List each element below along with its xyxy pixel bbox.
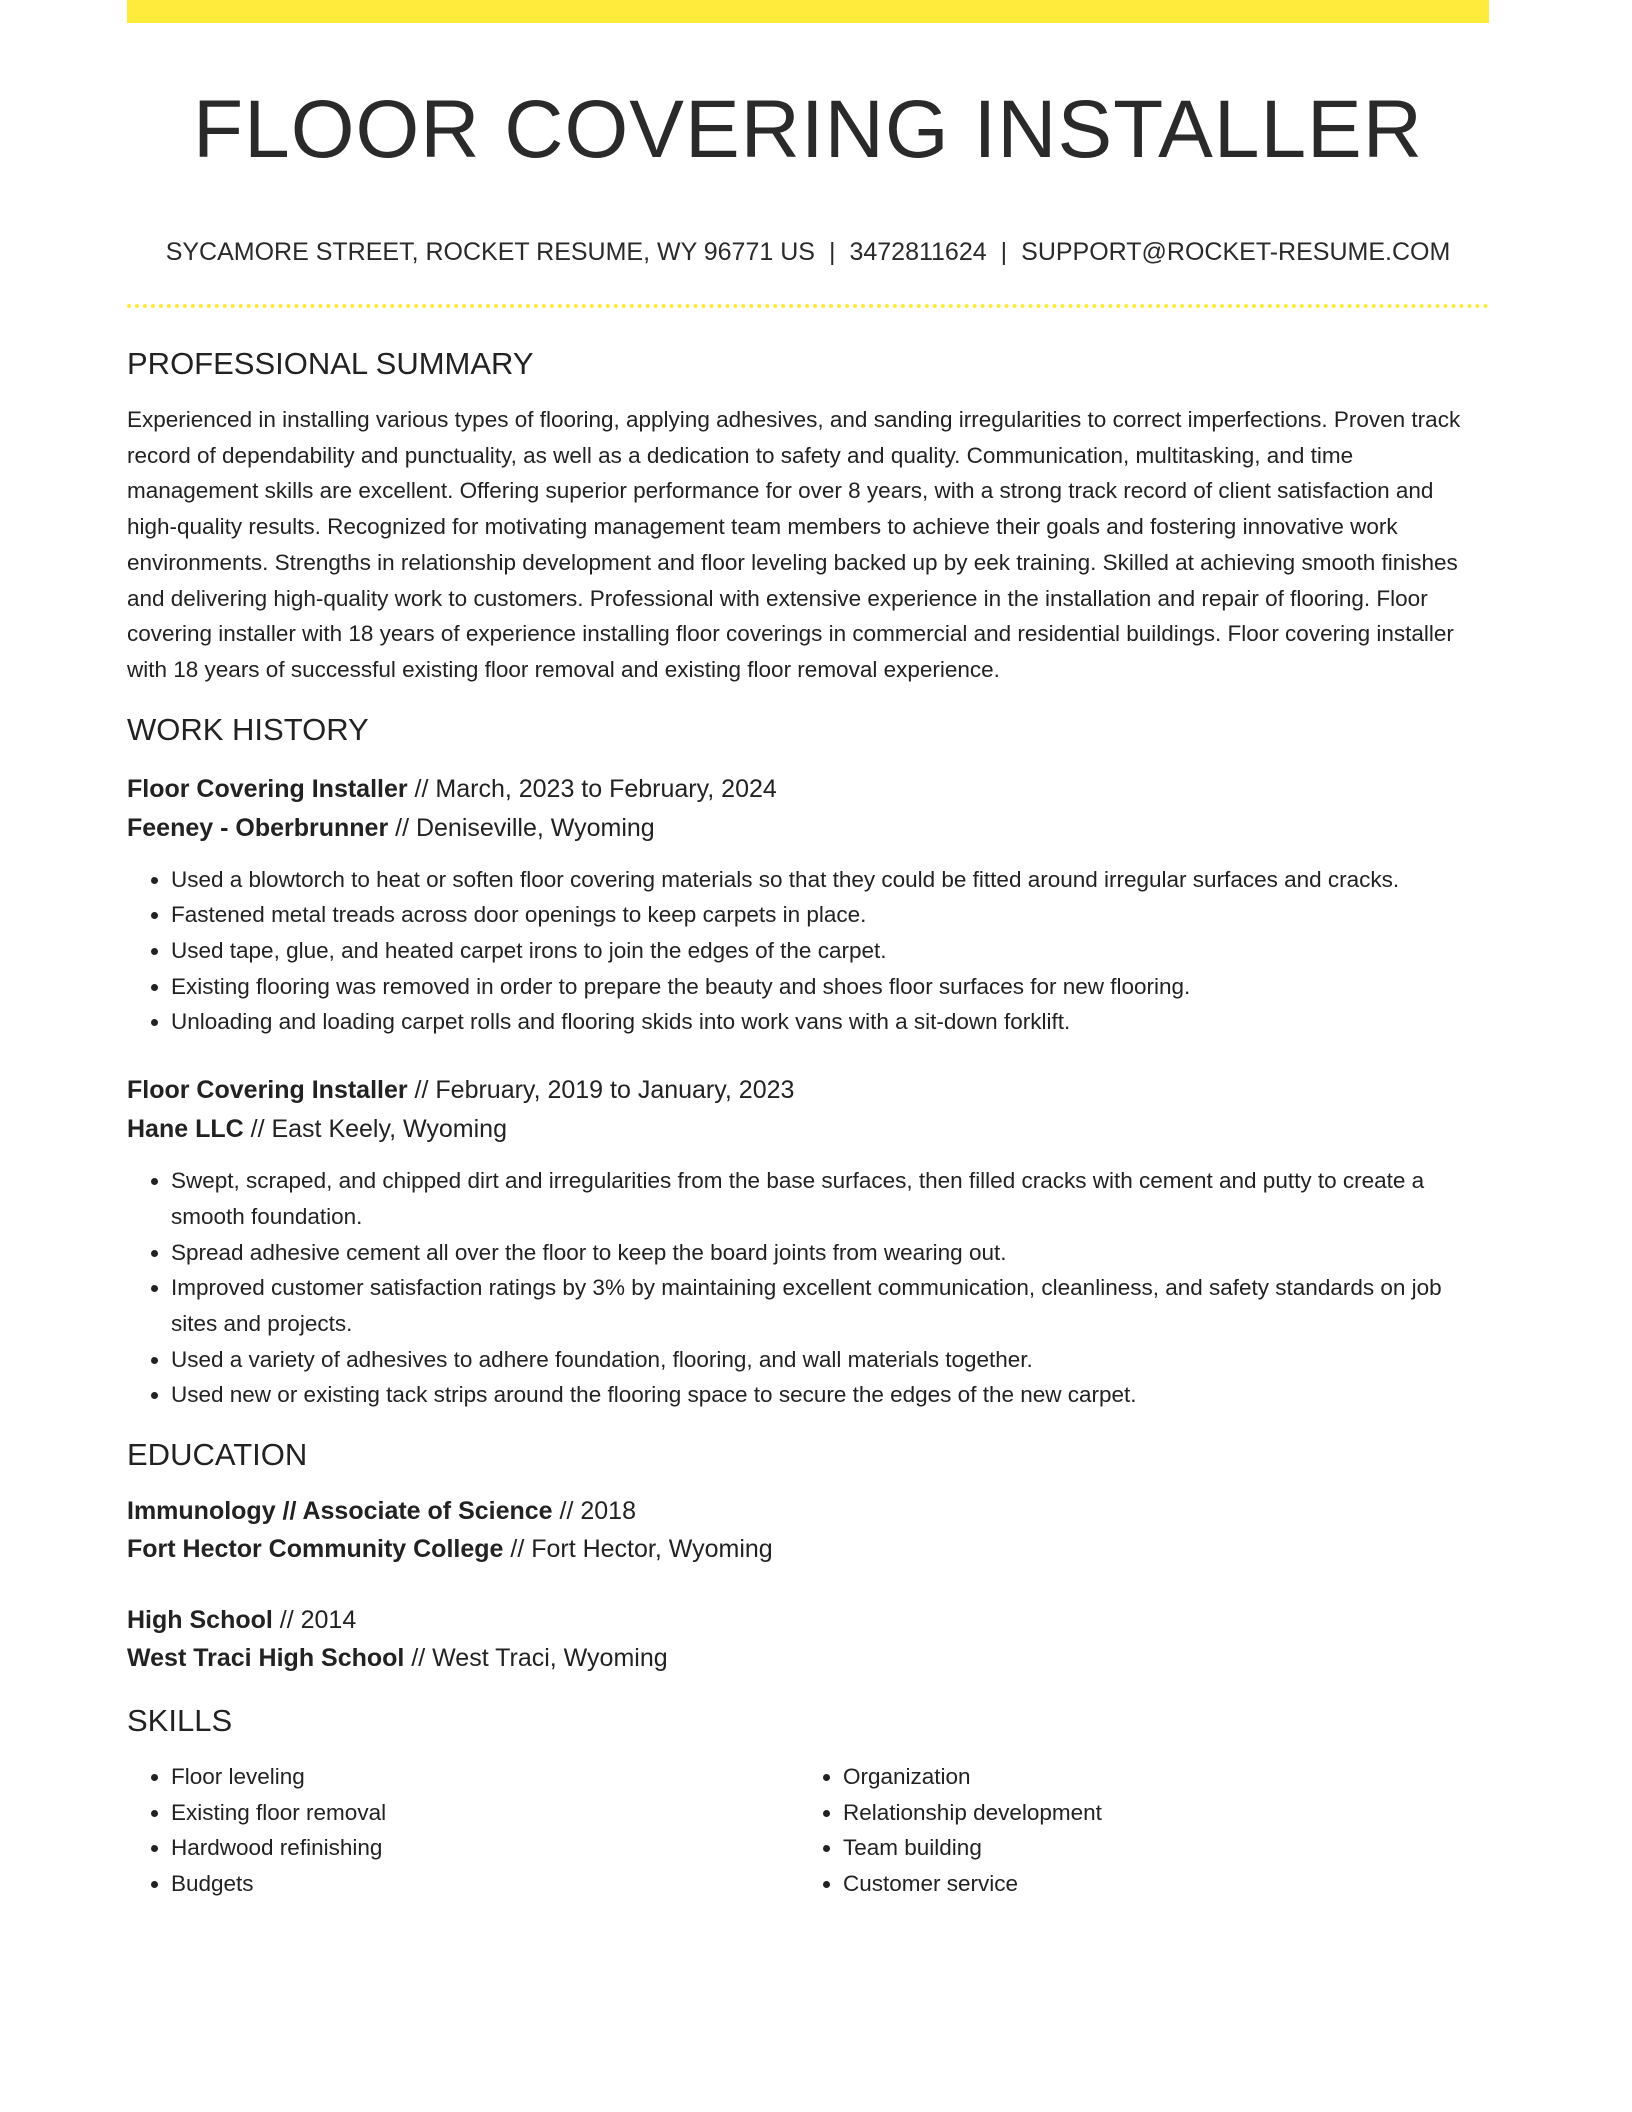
education-school-line xyxy=(127,1640,1489,1678)
job-bullet: • Fastened metal treads across door openings to keep carpets in place. xyxy=(171,897,1489,933)
skills-list xyxy=(799,1759,1471,1902)
education-school: Fort Hector Community College xyxy=(127,1534,504,1563)
resume-body xyxy=(127,344,1489,1902)
skill-item: • Budgets xyxy=(171,1866,799,1902)
skills-section xyxy=(127,1701,1489,1902)
skill-item: • Relationship development xyxy=(843,1795,1471,1831)
accent-top-bar xyxy=(127,0,1489,23)
job-bullet: • Used a variety of adhesives to adhere foundation, flooring, and wall materials together. xyxy=(171,1342,1489,1378)
job-dates: // February, 2019 to January, 2023 xyxy=(407,1076,795,1105)
job-bullet: • Used new or existing tack strips around the flooring space to secure the edges of the new carpet. xyxy=(171,1377,1489,1413)
job-dates: // March, 2023 to February, 2024 xyxy=(407,774,777,803)
job-role: Floor Covering Installer xyxy=(127,774,408,803)
education-degree: Immunology // Associate of Science xyxy=(127,1497,553,1526)
job-entry xyxy=(127,1071,1489,1413)
job-bullet: • Unloading and loading carpet rolls and flooring skids into work vans with a sit-down forklift. xyxy=(171,1004,1489,1040)
job-title-line xyxy=(127,1071,1489,1110)
contact-phone: 3472811624 xyxy=(849,238,987,266)
education-degree-line xyxy=(127,1602,1489,1640)
skills-column-left xyxy=(127,1759,799,1902)
skill-item: • Hardwood refinishing xyxy=(171,1830,799,1866)
education-degree: High School xyxy=(127,1606,273,1635)
education-entry xyxy=(127,1493,1489,1568)
section-heading-work-history: WORK HISTORY xyxy=(127,711,369,747)
education-location: // Fort Hector, Wyoming xyxy=(503,1534,773,1563)
job-bullet: • Swept, scraped, and chipped dirt and irregularities from the base surfaces, then filled cracks with cement and putty to create a smooth foundation. xyxy=(171,1163,1489,1234)
job-bullet: • Spread adhesive cement all over the floor to keep the board joints from wearing out. xyxy=(171,1235,1489,1271)
skills-columns xyxy=(127,1759,1489,1902)
contact-line xyxy=(127,234,1489,270)
job-location: // East Keely, Wyoming xyxy=(243,1115,507,1144)
education-year: // 2018 xyxy=(552,1497,636,1526)
job-bullet: • Existing flooring was removed in order to prepare the beauty and shoes floor surfaces for new flooring. xyxy=(171,969,1489,1005)
job-company-line xyxy=(127,809,1489,848)
resume-title: FLOOR COVERING INSTALLER xyxy=(193,84,1423,175)
section-heading-skills: SKILLS xyxy=(127,1703,233,1739)
contact-email: SUPPORT@ROCKET-RESUME.COM xyxy=(1021,238,1451,266)
skills-list xyxy=(127,1759,799,1902)
job-bullet: • Used a blowtorch to heat or soften floor covering materials so that they could be fitted around irregular surfaces and cracks. xyxy=(171,862,1489,898)
work-history-section xyxy=(127,710,1489,1413)
education-section xyxy=(127,1435,1489,1677)
education-school: West Traci High School xyxy=(127,1643,405,1672)
skill-item: • Organization xyxy=(843,1759,1471,1795)
section-heading-summary: PROFESSIONAL SUMMARY xyxy=(127,346,534,381)
job-role: Floor Covering Installer xyxy=(127,1076,408,1105)
education-degree-line xyxy=(127,1493,1489,1531)
job-bullets xyxy=(127,862,1489,1041)
job-bullet: • Used tape, glue, and heated carpet irons to join the edges of the carpet. xyxy=(171,933,1489,969)
education-location: // West Traci, Wyoming xyxy=(404,1643,668,1672)
job-company: Hane LLC xyxy=(127,1115,244,1144)
contact-separator: | xyxy=(1000,238,1008,266)
section-heading-education: EDUCATION xyxy=(127,1437,308,1473)
summary-text: Experienced in installing various types of flooring, applying adhesives, and sanding irregularities to correct imperfections. Proven track record of dependability and punctuality, as well as a dedication to safety and quality. Communication, multitasking, and time management skills are excellent. Offering superior performance for over 8 years, with a strong track record of client satisfaction and high-quality results. Recognized for motivating management team members to achieve their goals and fostering innovative work environments. Strengths in relationship development and floor leveling backed up by eek training. Skilled at achieving smooth finishes and delivering high-quality work to customers. Professional with extensive experience in the installation and repair of flooring. Floor covering installer with 18 years of experience installing floor coverings in commercial and residential buildings. Floor covering installer with 18 years of successful existing floor removal and existing floor removal experience. xyxy=(127,407,1461,682)
skill-item: • Customer service xyxy=(843,1866,1471,1902)
job-location: // Deniseville, Wyoming xyxy=(388,813,655,842)
job-company: Feeney - Oberbrunner xyxy=(127,813,389,842)
contact-address: SYCAMORE STREET, ROCKET RESUME, WY 96771 US xyxy=(165,238,815,266)
job-bullet: • Improved customer satisfaction ratings by 3% by maintaining excellent communication, cleanliness, and safety standards on job sites and projects. xyxy=(171,1270,1489,1341)
job-title-line xyxy=(127,770,1489,809)
skill-item: • Existing floor removal xyxy=(171,1795,799,1831)
education-year: // 2014 xyxy=(272,1606,357,1635)
education-school-line xyxy=(127,1531,1489,1569)
job-entry xyxy=(127,770,1489,1041)
education-entry xyxy=(127,1602,1489,1677)
contact-separator: | xyxy=(828,238,836,266)
skill-item: • Floor leveling xyxy=(171,1759,799,1795)
summary-section xyxy=(127,344,1489,688)
dotted-divider xyxy=(127,304,1489,308)
skill-item: • Team building xyxy=(843,1830,1471,1866)
skills-column-right xyxy=(799,1759,1471,1902)
job-company-line xyxy=(127,1110,1489,1149)
job-bullets xyxy=(127,1163,1489,1413)
